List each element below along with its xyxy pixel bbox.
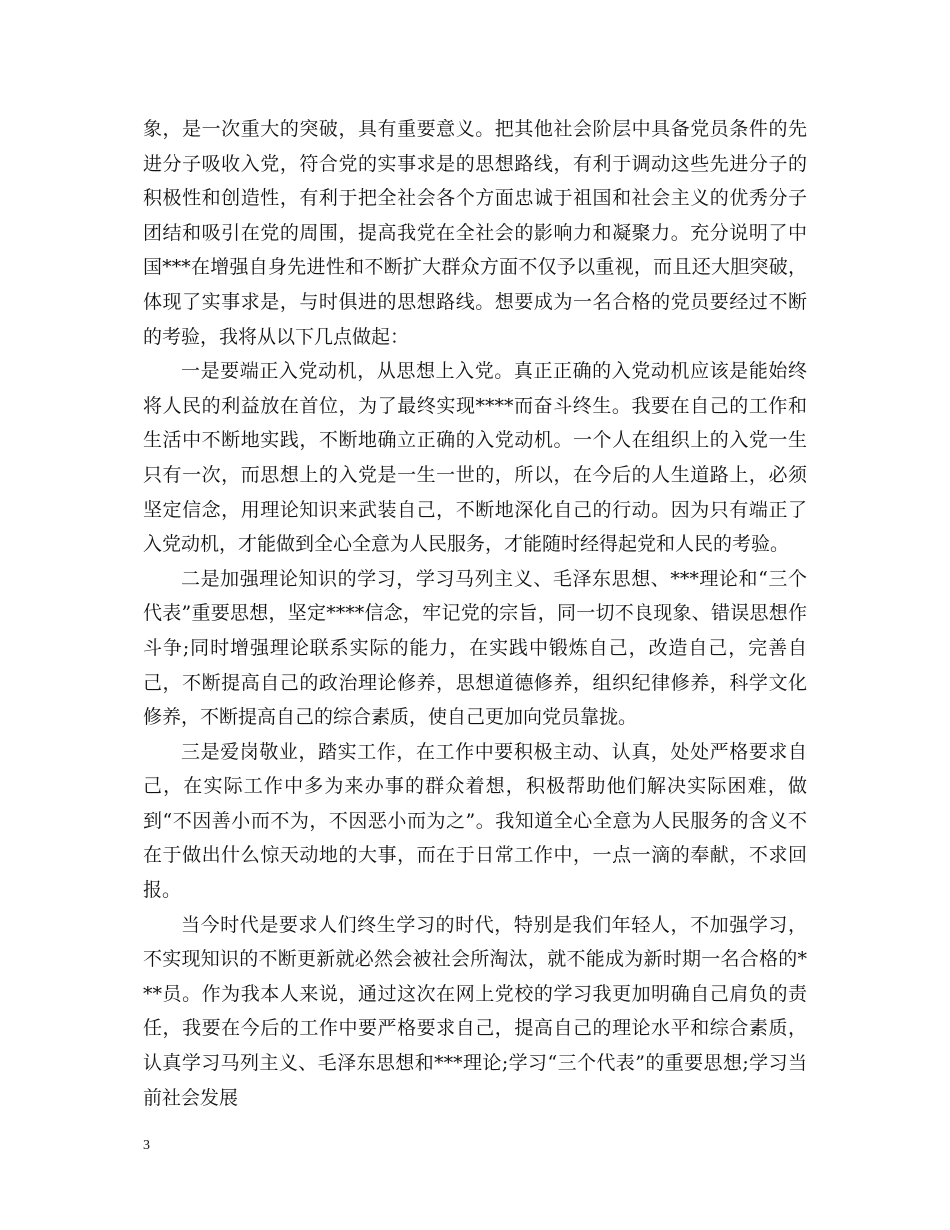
document-body: [143, 112, 807, 1115]
paragraph-2: 一是要端正入党动机，从思想上入党。真正正确的入党动机应该是能始终将人民的利益放在首位，为了最终实现****而奋斗终生。我要在自己的工作和生活中不断地实践，不断地确立正确的入党动机。一个人在组织上的入党一生只有一次，而思想上的入党是一生一世的，所以，在今后的人生道路上，必须坚定信念，用理论知识来武装自己，不断地深化自己的行动。因为只有端正了入党动机，才能做到全心全意为人民服务，才能随时经得起党和人民的考验。: [143, 360, 807, 556]
paragraph-4: 三是爱岗敬业，踏实工作，在工作中要积极主动、认真，处处严格要求自己，在实际工作中多为来办事的群众着想，积极帮助他们解决实际困难，做到“不因善小而不为，不因恶小而为之”。我知道全心全意为人民服务的含义不在于做出什么惊天动地的大事，而在于日常工作中，一点一滴的奉献，不求回报。: [143, 740, 807, 902]
paragraph-1: 象，是一次重大的突破，具有重要意义。把其他社会阶层中具备党员条件的先进分子吸收入党，符合党的实事求是的思想路线，有利于调动这些先进分子的积极性和创造性，有利于把全社会各个方面忠诚于祖国和社会主义的优秀分子团结和吸引在党的周围，提高我党在全社会的影响力和凝聚力。充分说明了中国***在增强自身先进性和不断扩大群众方面不仅予以重视，而且还大胆突破，体现了实事求是，与时俱进的思想路线。想要成为一名合格的党员要经过不断的考验，我将从以下几点做起：: [143, 118, 807, 348]
paragraph-5: 当今时代是要求人们终生学习的时代，特别是我们年轻人，不加强学习，不实现知识的不断更新就必然会被社会所淘汰，就不能成为新时期一名合格的***员。作为我本人来说，通过这次在网上党校的学习我更加明确自己肩负的责任，我要在今后的工作中要严格要求自己，提高自己的理论水平和综合素质，认真学习马列主义、毛泽东思想和***理论;学习“三个代表”的重要思想;学习当前社会发展: [143, 913, 807, 1109]
page-number: 3: [143, 1138, 150, 1153]
paragraph-3: 二是加强理论知识的学习，学习马列主义、毛泽东思想、***理论和“三个代表”重要思想，坚定****信念，牢记党的宗旨，同一切不良现象、错误思想作斗争;同时增强理论联系实际的能力，在实践中锻炼自己，改造自己，完善自己，不断提高自己的政治理论修养，思想道德修养，组织纪律修养，科学文化修养，不断提高自己的综合素质，使自己更加向党员靠拢。: [143, 567, 807, 729]
